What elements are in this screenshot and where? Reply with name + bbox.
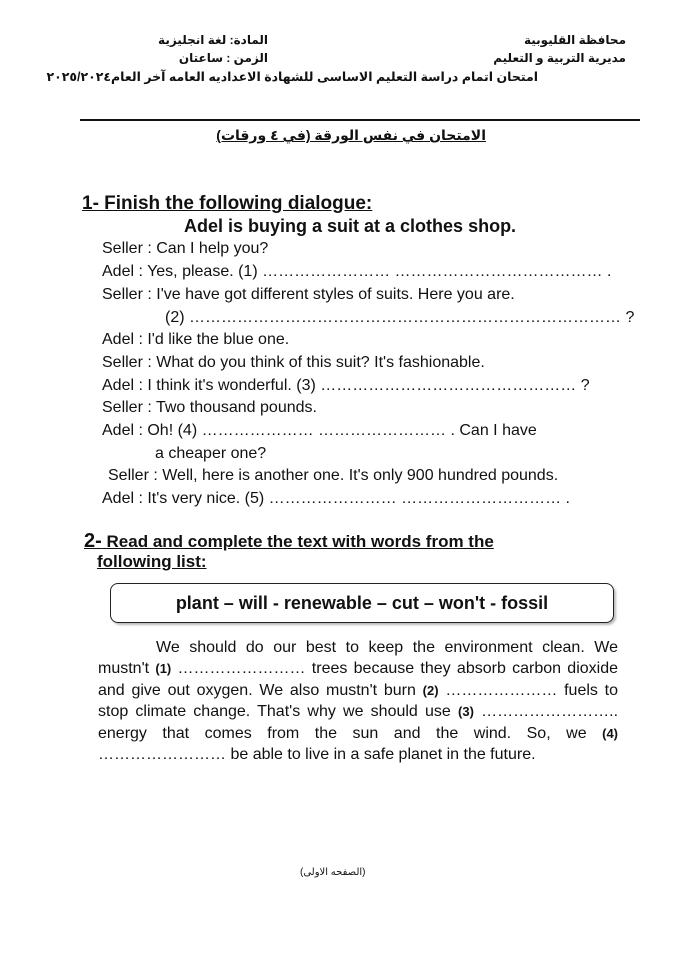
dialogue-line: Seller : Well, here is another one. It's only 900 hundred pounds.	[108, 467, 559, 484]
dialogue-line: (2) ……………………………………………………………………… ?	[165, 309, 635, 326]
blank-number: (1)	[155, 661, 172, 677]
dialogue-line: Seller : What do you think of this suit? It's fashionable.	[102, 354, 485, 371]
dialogue-line: Adel : It's very nice. (5) …………………… ………………………… .	[102, 490, 570, 507]
dialogue-line: Adel : I'd like the blue one.	[102, 331, 290, 348]
exam-note: الامتحان في نفس الورقة (في ٤ ورقات)	[216, 127, 486, 143]
dialogue-line: Seller : I've have got different styles of suits. Here you are.	[102, 286, 515, 303]
q2-title-line1: Read and complete the text with words from the	[106, 532, 494, 551]
dialogue-line: Adel : I think it's wonderful. (3) ………………………………………… ?	[102, 377, 590, 394]
dialogue-line: a cheaper one?	[155, 445, 267, 462]
passage-text: …………………….. energy that comes from the sun and the wind. So, we	[98, 703, 619, 742]
page-label: (الصفحه الاولى)	[300, 867, 366, 878]
q2-number: 2-	[84, 530, 102, 552]
subject-label: المادة: لغة انجليزية	[158, 33, 268, 47]
dialogue-line: Seller : Can I help you?	[102, 240, 269, 257]
governorate-label: محافظة القليوبية	[524, 33, 626, 47]
dialogue-line: Seller : Two thousand pounds.	[102, 399, 317, 416]
header-divider	[80, 119, 640, 121]
q1-subtitle: Adel is buying a suit at a clothes shop.	[184, 216, 517, 236]
passage	[98, 637, 618, 765]
word-list-box	[110, 583, 614, 623]
passage-text: …………………… be able to live in a safe planet in the future.	[98, 746, 536, 764]
blank-number: (3)	[458, 704, 474, 720]
blank-number: (2)	[422, 682, 439, 698]
duration-label: الزمن : ساعتان	[178, 51, 268, 65]
q1-title: 1- Finish the following dialogue:	[82, 193, 373, 214]
word-list: plant – will - renewable – cut – won't - fossil	[175, 592, 549, 613]
blank-number: (4)	[602, 725, 619, 741]
passage-text: We should do our best to keep the environment clean. We mustn't	[98, 639, 618, 678]
passage-text: …………………… trees because they absorb carbon dioxide and give out oxygen. We also mustn't burn	[98, 660, 618, 699]
dialogue-line: Adel : Yes, please. (1) …………………… ………………………………… .	[102, 263, 612, 280]
directorate-label: مديرية التربية و التعليم	[493, 51, 626, 65]
dialogue-line: Adel : Oh! (4) ………………… …………………… . Can I have	[102, 422, 537, 439]
q2-title	[84, 530, 494, 553]
passage-text: ………………… fuels to stop climate change. That's why we should use	[98, 681, 619, 721]
q2-title-line2: following list:	[97, 552, 207, 571]
exam-title: امتحان اتمام دراسة التعليم الاساسى للشهادة الاعداديه العامه آخر العام٢٠٢٥/٢٠٢٤	[46, 70, 538, 84]
